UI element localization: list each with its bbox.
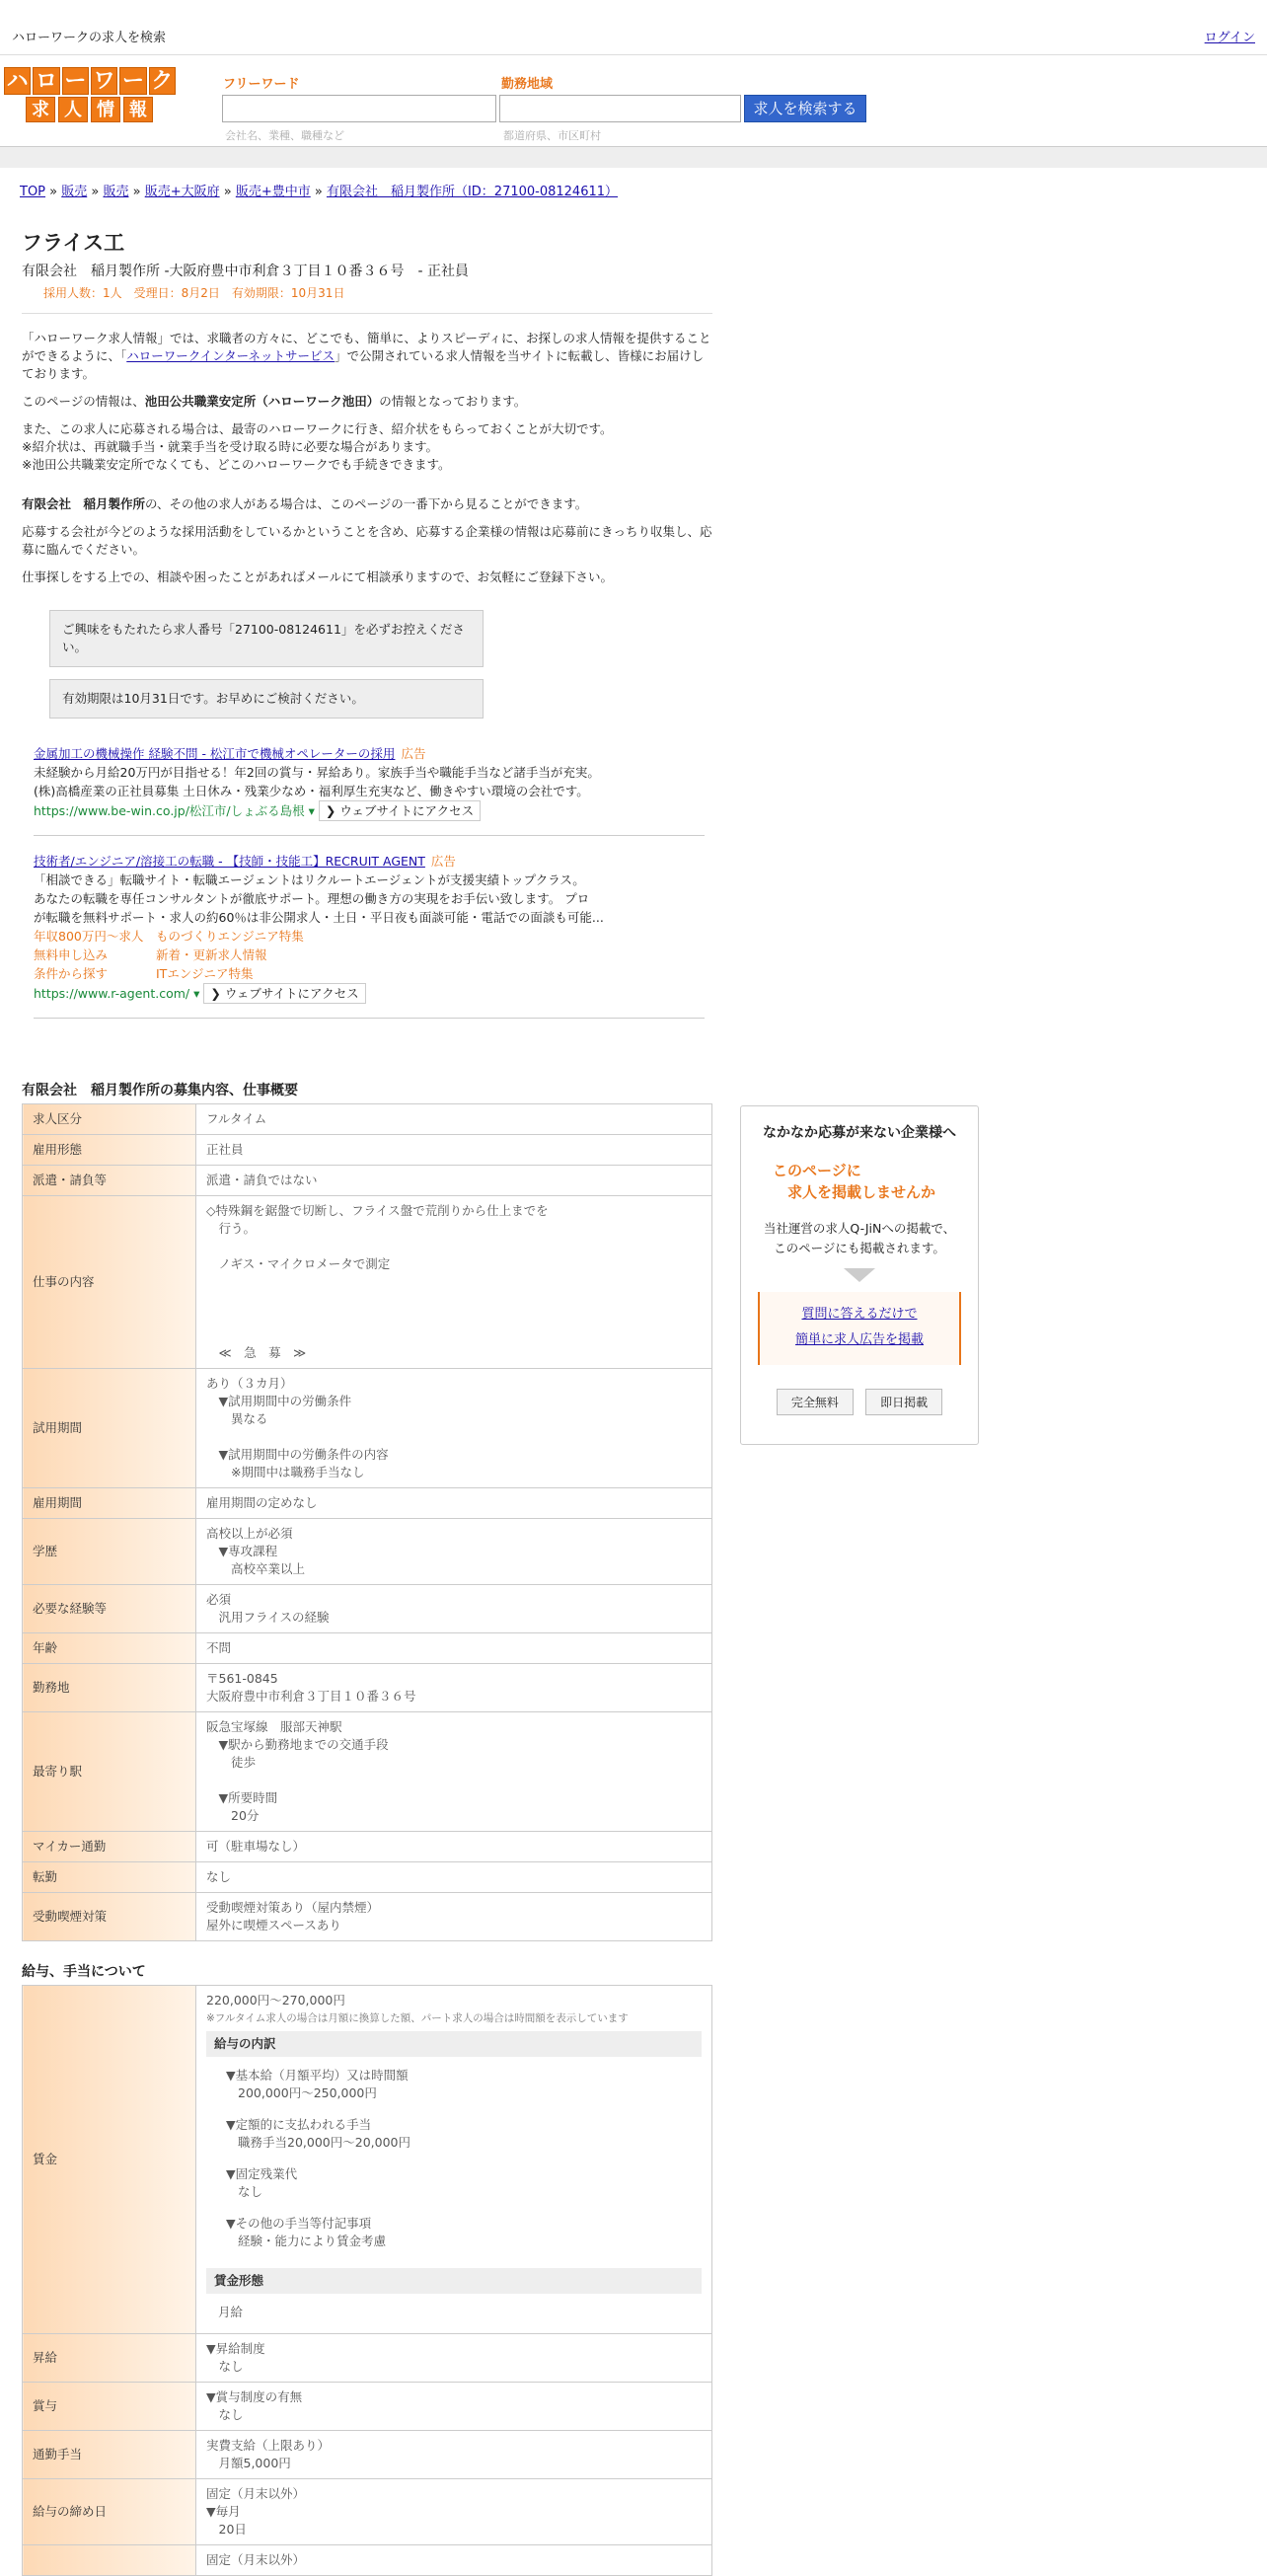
value-line: なし (206, 2359, 244, 2374)
row-label: 給与の締め日 (23, 2479, 196, 2545)
free-word-input[interactable] (222, 95, 496, 122)
table-row (23, 2431, 712, 2479)
value-line: ▼賞与制度の有無 (206, 2389, 303, 2404)
job-number-note: ご興味をもたれたら求人番号「27100-08124611」を必ずお控えください。 (49, 610, 484, 667)
divider (22, 313, 712, 314)
row-value (196, 1196, 712, 1369)
table-row (23, 1832, 712, 1862)
value-line: フルタイム (206, 1111, 267, 1126)
hellowork-logo[interactable] (4, 67, 178, 122)
table-row (23, 1862, 712, 1893)
value-line: ▼所要時間 (206, 1790, 278, 1805)
row-value (196, 1832, 712, 1862)
value-line: 行う。 (206, 1221, 257, 1236)
row-label: 賃金 (23, 1986, 196, 2334)
intro-paragraph: 「ハローワーク求人情報」では、求職者の方々に、どこでも、簡単に、よりスピーディに、お探しの求人情報を提供することができるように、「ハローワークインターネットサービス」で公開されている求人情報を当サイトに転載し、皆様にお届けしております。 (22, 331, 711, 381)
value-line: 徒歩 (206, 1755, 257, 1770)
company-line: 有限会社 稲月製作所 -大阪府豊中市利倉３丁目１０番３６号 - 正社員 (22, 264, 470, 279)
arrow-down-icon (844, 1268, 875, 1282)
source-paragraph: このページの情報は、池田公共職業安定所（ハローワーク池田）の情報となっております。 (22, 394, 527, 409)
ad-sitelink[interactable]: ITエンジニア特集 (156, 966, 254, 981)
row-label (23, 2545, 196, 2576)
hellowork-internet-link[interactable]: ハローワークインターネットサービス (126, 348, 335, 363)
row-label: 通勤手当 (23, 2431, 196, 2479)
row-label: 最寄り駅 (23, 1712, 196, 1832)
row-value (196, 1369, 712, 1488)
promo-description: 当社運営の求人Q-JiNへの掲載で、 このページにも掲載されます。 (763, 1221, 956, 1255)
job-title: フライス工 (22, 231, 125, 255)
table-row (23, 1166, 712, 1196)
free-word-hint: 会社名、業種、職種など (225, 129, 344, 142)
ad-url[interactable]: https://www.r-agent.com/ (34, 986, 190, 1001)
logo-char: ハ (4, 67, 31, 95)
logo-char: ロ (33, 67, 59, 95)
value-line: 20分 (206, 1808, 260, 1823)
value-line (206, 1326, 702, 1344)
row-value (196, 2383, 712, 2431)
area-label: 勤務地域 (501, 77, 554, 92)
row-label: 雇用形態 (23, 1135, 196, 1166)
ad-sitelinks (34, 927, 705, 983)
row-value (196, 2479, 712, 2545)
promo-heading: なかなか応募が来ない企業様へ (763, 1125, 956, 1141)
value-line (206, 1273, 702, 1291)
wage-breakdown-heading: 給与の内訳 (206, 2031, 702, 2057)
ad-title-link[interactable]: 技術者/エンジニア/溶接工の転職 - 【技師・技能工】RECRUIT AGENT (34, 854, 425, 869)
free-badge[interactable]: 完全無料 (777, 1389, 854, 1415)
value-line: 20日 (206, 2522, 247, 2537)
value-line: ▼昇給制度 (206, 2341, 265, 2356)
breadcrumb-link[interactable]: 販売+豊中市 (235, 185, 311, 199)
value-line: ▼毎月 (206, 2504, 241, 2519)
value-line: 高校卒業以上 (206, 1561, 306, 1576)
value-line: ノギス・マイクロメータで測定 (206, 1256, 391, 1271)
logo-char: 報 (123, 97, 153, 122)
breadcrumb-link[interactable]: 販売 (103, 185, 129, 199)
value-line (206, 1428, 702, 1446)
wage-item: ▼基本給（月額平均）又は時間額 200,000円〜250,000円 (226, 2068, 409, 2100)
ad-url[interactable]: https://www.be-win.co.jp/松江市/しょぶる島根 (34, 803, 305, 818)
row-value (196, 1893, 712, 1941)
row-value (196, 1104, 712, 1135)
ad-sitelink[interactable]: ものづくりエンジニア特集 (156, 929, 304, 944)
value-line: 阪急宝塚線 服部天神駅 (206, 1719, 342, 1734)
consult-paragraph: 仕事探しをする上での、相談や困ったことがあればメールにて相談承りますので、お気軽にご登録下さい。 (22, 569, 614, 584)
ad-title-link[interactable]: 金属加工の機械操作 経験不問 - 松江市で機械オペレーターの採用 (34, 746, 396, 761)
value-line: 固定（月末以外） (206, 2552, 306, 2567)
row-label: 仕事の内容 (23, 1196, 196, 1369)
table-row (23, 2545, 712, 2576)
logo-char: ー (119, 67, 146, 95)
wage-table (22, 1985, 712, 2576)
row-value (196, 2545, 712, 2576)
table-row (23, 2479, 712, 2545)
logo-char: 求 (26, 97, 55, 122)
table-row (23, 1712, 712, 1832)
value-line: ≪ 急 募 ≫ (206, 1345, 307, 1360)
row-label: 受動喫煙対策 (23, 1893, 196, 1941)
employer-promo-box (740, 1105, 979, 1445)
ad-block: 金属加工の機械操作 経験不問 - 松江市で機械オペレーターの採用 広告 未経験から月給20万円が目指せる！年2回の賞与・昇給あり。家族手当や職能手当など諸手当が充実。 (株)高橋産業の正社員募集 土日休み・残業少なめ・福利厚生充実など、働きやすい環境の会社です。 https://www.be-win.co.jp/松江市/しょぶる島根 ▾ ❯ ウェブサイトにアクセス (34, 728, 705, 836)
row-value (196, 1712, 712, 1832)
value-line: 受動喫煙対策あり（屋内禁煙） (206, 1900, 380, 1915)
value-line: ▼試用期間中の労働条件 (206, 1394, 352, 1408)
table-row (23, 1488, 712, 1519)
job-meta: 採用人数：1人 受理日：8月2日 有効期限：10月31日 (43, 286, 345, 300)
value-line (206, 1238, 702, 1255)
divider-band (0, 146, 1267, 168)
table-row (23, 2334, 712, 2383)
ad-sitelink[interactable]: 無料申し込み (34, 947, 109, 962)
table-row (23, 1585, 712, 1633)
value-line: 月額5,000円 (206, 2456, 291, 2470)
logo-char: ー (62, 67, 89, 95)
row-label: 派遣・請負等 (23, 1166, 196, 1196)
logo-char: ク (149, 67, 176, 95)
breadcrumb: TOP » 販売 » 販売 » 販売+大阪府 » 販売+豊中市 » 有限会社 稲月製作所（ID：27100-08124611） (20, 185, 619, 199)
login-link[interactable]: ログイン (1204, 31, 1255, 45)
wage-form-heading: 賃金形態 (206, 2268, 702, 2294)
row-label: 試用期間 (23, 1369, 196, 1488)
value-line: 正社員 (206, 1142, 244, 1157)
value-line: ※期間中は職務手当なし (206, 1465, 365, 1479)
wage-item: ▼その他の手当等付記事項 経験・能力により賃金考慮 (226, 2216, 387, 2248)
value-line: 実費支給（上限あり） (206, 2438, 331, 2453)
referral-paragraph: また、この求人に応募される場合は、最寄のハローワークに行き、紹介状をもらっておくことが大切です。 ※紹介状は、再就職手当・就業手当を受け取る時に必要な場合があります。 ※池田公共職業安定所でなくても、どこのハローワークでも手続きできます。 (22, 421, 613, 472)
section-heading: 給与、手当について (22, 1964, 146, 1980)
row-value (196, 2334, 712, 2383)
ad-access-button[interactable]: ❯ ウェブサイトにアクセス (319, 800, 481, 821)
row-label: 賞与 (23, 2383, 196, 2431)
row-value (196, 1664, 712, 1712)
row-value (196, 2431, 712, 2479)
search-button[interactable]: 求人を検索する (744, 95, 866, 122)
row-value (196, 1585, 712, 1633)
value-line: 汎用フライスの経験 (206, 1610, 330, 1625)
value-line: 可（駐車場なし） (206, 1839, 306, 1854)
row-value (196, 1862, 712, 1893)
row-label: 昇給 (23, 2334, 196, 2383)
value-line: ▼試用期間中の労働条件の内容 (206, 1447, 389, 1462)
row-value (196, 1135, 712, 1166)
search-header (0, 55, 1267, 146)
row-label: 年齢 (23, 1633, 196, 1664)
table-row (23, 1633, 712, 1664)
breadcrumb-link[interactable]: 有限会社 稲月製作所（ID：27100-08124611） (326, 185, 619, 199)
value-line: 異なる (206, 1411, 268, 1426)
row-label: マイカー通勤 (23, 1832, 196, 1862)
value-line (206, 1291, 702, 1309)
ad-sitelink[interactable]: 条件から探す (34, 966, 109, 981)
other-jobs-paragraph: 有限会社 稲月製作所の、その他の求人がある場合は、このページの一番下から見ることができます。 (22, 496, 588, 511)
table-row (23, 2383, 712, 2431)
value-line: ▼駅から勤務地までの交通手段 (206, 1737, 389, 1752)
value-line: なし (206, 1869, 232, 1884)
row-value (196, 1519, 712, 1585)
logo-char: 人 (58, 97, 88, 122)
same-day-badge[interactable]: 即日掲載 (865, 1389, 942, 1415)
value-line (206, 1772, 702, 1789)
table-row (23, 1104, 712, 1135)
table-row (23, 1135, 712, 1166)
promo-offer: このページに 求人を掲載しませんか (773, 1162, 936, 1201)
value-line (206, 1309, 702, 1326)
table-row (23, 1519, 712, 1585)
row-label: 求人区分 (23, 1104, 196, 1135)
row-label: 転勤 (23, 1862, 196, 1893)
table-row (23, 1664, 712, 1712)
wage-item: ▼定額的に支払われる手当 職務手当20,000円〜20,000円 (226, 2117, 410, 2150)
table-row (23, 1196, 712, 1369)
top-bar (0, 0, 1267, 55)
ad-access-button[interactable]: ❯ ウェブサイトにアクセス (203, 983, 365, 1004)
row-value: 220,000円〜270,000円 ※フルタイム求人の場合は月額に換算した額、パート求人の場合は時間額を表示しています 給与の内訳 ▼基本給（月額平均）又は時間額 200,000円〜250,000円 ▼定額的に支払われる手当 職務手当20,000円〜20,000円 ▼固定残業代 なし ▼その他の手当等付記事項 経験・能力により賃金考慮 賃金形態 月給 (196, 1986, 712, 2334)
value-line: 派遣・請負ではない (206, 1173, 318, 1187)
free-word-label: フリーワード (223, 77, 300, 92)
promo-link[interactable]: 質問に答えるだけで (801, 1307, 918, 1322)
value-line: 不問 (206, 1640, 232, 1655)
value-line: 固定（月末以外） (206, 2486, 306, 2501)
promo-link[interactable]: 簡単に求人広告を掲載 (794, 1332, 924, 1347)
row-value (196, 1488, 712, 1519)
job-details-table (22, 1103, 712, 1941)
section-heading: 有限会社 稲月製作所の募集内容、仕事概要 (22, 1083, 298, 1099)
value-line: ▼専攻課程 (206, 1544, 278, 1558)
expiry-note: 有効期限は10月31日です。お早めにご検討ください。 (49, 679, 484, 719)
ad-block: 技術者/エンジニア/溶接工の転職 - 【技師・技能工】RECRUIT AGENT 広告 「相談できる」転職サイト・転職エージェントはリクルートエージェントが支援実績トップクラス。 あなたの転職を専任コンサルタントが徹底サポート。理想の働き方の実現をお手伝い致します。 プロ が転職を無料サポート・求人の約60％は非公開求人・土日・平日夜も面談可能・電話での面談も可能... 年収800万円～求人 ものづくりエンジニア特集 無料申し込み 新着・更新求人情報 条件から探す ITエンジニア特集 https://www.r-agent.com/ ▾ ❯ ウェブサイトにアクセス (34, 836, 705, 1019)
wage-item: ▼固定残業代 なし (226, 2166, 298, 2199)
row-value (196, 1166, 712, 1196)
value-line: 必須 (206, 1592, 232, 1607)
value-line: 高校以上が必須 (206, 1526, 293, 1541)
value-line: なし (206, 2407, 244, 2422)
value-line: ◇特殊鋼を鋸盤で切断し、フライス盤で荒削りから仕上までを (206, 1203, 549, 1218)
row-label: 雇用期間 (23, 1488, 196, 1519)
site-title: ハローワークの求人を検索 (12, 31, 167, 45)
promo-link-box (758, 1292, 961, 1365)
ad-sitelink[interactable]: 新着・更新求人情報 (156, 947, 267, 962)
area-input[interactable] (499, 95, 741, 122)
row-label: 学歴 (23, 1519, 196, 1585)
value-line: あり（３カ月） (206, 1376, 293, 1391)
row-label: 必要な経験等 (23, 1585, 196, 1633)
breadcrumb-link[interactable]: 販売 (61, 185, 88, 199)
value-line: 雇用期間の定めなし (206, 1495, 318, 1510)
logo-char: ワ (91, 67, 117, 95)
row-value (196, 1633, 712, 1664)
table-row (23, 1893, 712, 1941)
breadcrumb-link[interactable]: 販売+大阪府 (144, 185, 220, 199)
table-row (23, 1369, 712, 1488)
value-line: 屋外に喫煙スペースあり (206, 1918, 341, 1932)
value-line: 大阪府豊中市利倉３丁目１０番３６号 (206, 1689, 416, 1704)
main-content (22, 227, 712, 2576)
ad-sitelink[interactable]: 年収800万円～求人 (34, 929, 144, 944)
advice-paragraph: 応募する会社が今どのような採用活動をしているかということを含め、応募する企業様の情報は応募前にきっちり収集し、応募に臨んでください。 (22, 524, 712, 557)
area-hint: 都道府県、市区町村 (503, 129, 601, 142)
table-row (23, 1986, 712, 2334)
logo-char: 情 (91, 97, 120, 122)
breadcrumb-link[interactable]: TOP (20, 185, 46, 199)
value-line: 〒561-0845 (206, 1671, 278, 1686)
row-label: 勤務地 (23, 1664, 196, 1712)
